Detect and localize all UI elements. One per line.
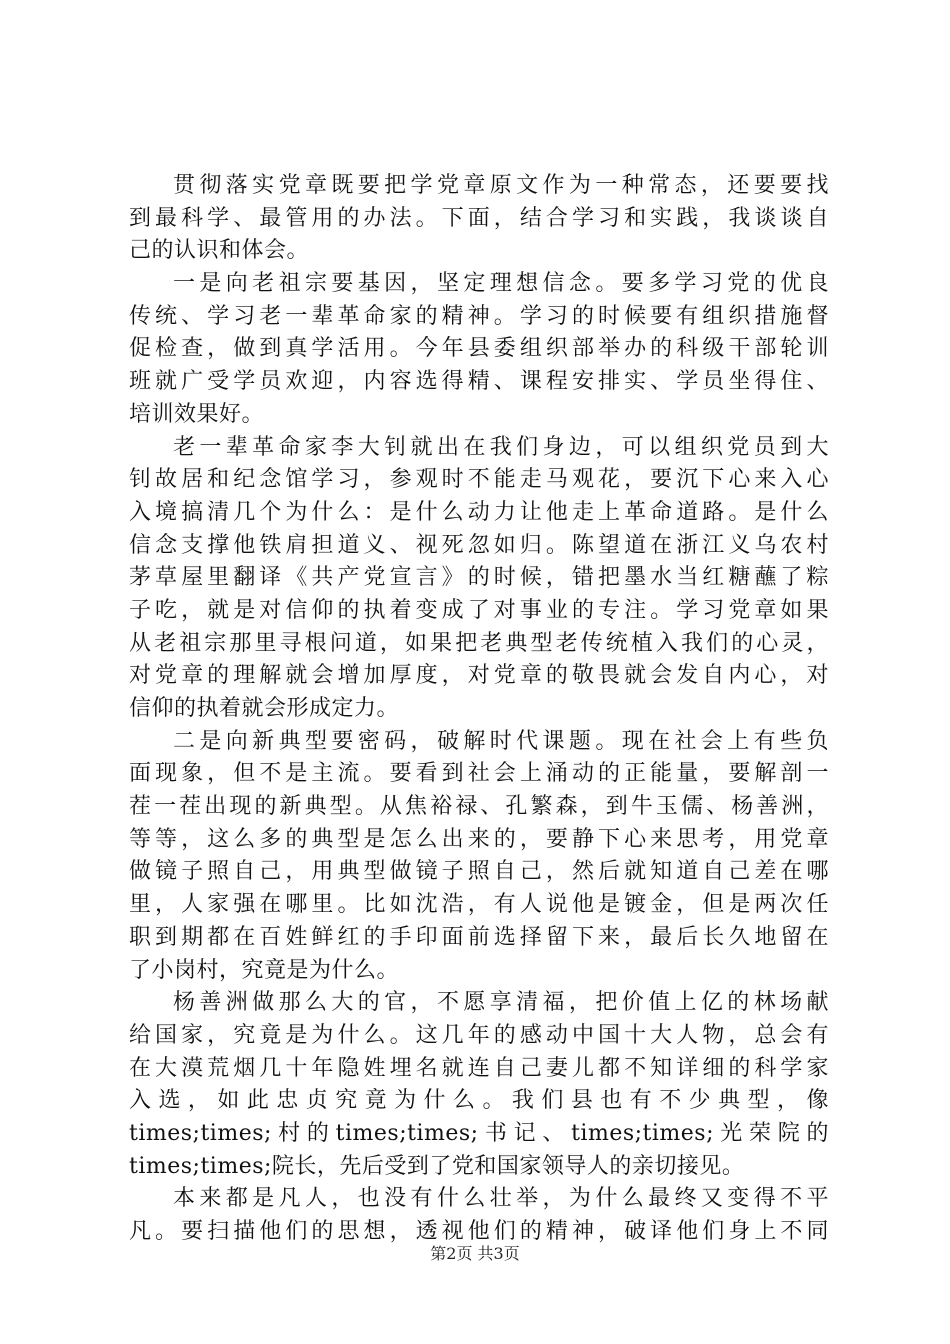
text-line: 一是向老祖宗要基因，坚定理想信念。要多学习党的优良 [173, 271, 829, 297]
text-line: 到最科学、最管用的办法。下面，结合学习和实践，我谈谈自 [129, 205, 829, 231]
text-line: 培训效果好。 [129, 401, 265, 427]
text-line: 本来都是凡人，也没有什么壮举，为什么最终又变得不平 [173, 1186, 829, 1212]
text-line: 职到期都在百姓鲜红的手印面前选择留下来，最后长久地留在 [129, 924, 829, 950]
text-line: 己的认识和体会。 [129, 238, 310, 264]
text-line: 做镜子照自己，用典型做镜子照自己，然后就知道自己差在哪 [129, 859, 829, 885]
text-line: 传统、学习老一辈革命家的精神。学习的时候要有组织措施督 [129, 303, 829, 329]
text-line: 面现象，但不是主流。要看到社会上涌动的正能量，要解剖一 [129, 761, 829, 787]
text-line: 二是向新典型要密码，破解时代课题。现在社会上有些负 [173, 728, 829, 754]
text-line: 了小岗村，究竟是为什么。 [129, 957, 400, 983]
text-line: 从老祖宗那里寻根问道，如果把老典型老传统植入我们的心灵， [129, 630, 829, 656]
text-line: 茬一茬出现的新典型。从焦裕禄、孔繁森，到牛玉儒、杨善洲， [129, 794, 829, 820]
text-line: 入境搞清几个为什么：是什么动力让他走上革命道路。是什么 [129, 499, 829, 525]
text-line: 促检查，做到真学活用。今年县委组织部举办的科级干部轮训 [129, 336, 829, 362]
text-line: 贯彻落实党章既要把学党章原文作为一种常态，还要要找 [173, 173, 829, 198]
text-line: 杨善洲做那么大的官，不愿享清福，把价值上亿的林场献 [173, 990, 829, 1016]
text-line: times;times;院长，先后受到了党和国家领导人的亲切接见。 [129, 1153, 745, 1179]
page-number-footer: 第2页 共3页 [430, 1244, 520, 1263]
text-line: 信念支撑他铁肩担道义、视死忽如归。陈望道在浙江义乌农村 [129, 532, 829, 558]
text-line: 凡。要扫描他们的思想，透视他们的精神，破译他们身上不同 [129, 1219, 829, 1244]
text-line: 在大漠荒烟几十年隐姓埋名就连自己妻儿都不知详细的科学家 [129, 1055, 829, 1081]
text-line: 等等，这么多的典型是怎么出来的，要静下心来思考，用党章 [129, 826, 829, 852]
text-line: 里，人家强在哪里。比如沈浩，有人说他是镀金，但是两次任 [129, 892, 829, 918]
text-line: 钊故居和纪念馆学习，参观时不能走马观花，要沉下心来入心 [129, 467, 829, 493]
text-line: 老一辈革命家李大钊就出在我们身边，可以组织党员到大 [173, 434, 829, 460]
text-line: 子吃，就是对信仰的执着变成了对事业的专注。学习党章如果 [129, 597, 829, 623]
text-line: 茅草屋里翻译《共产党宣言》的时候，错把墨水当红糖蘸了粽 [129, 565, 829, 591]
text-line: 对党章的理解就会增加厚度，对党章的敬畏就会发自内心，对 [129, 663, 829, 689]
text-line: 给国家，究竟是为什么。这几年的感动中国十大人物，总会有 [129, 1022, 829, 1048]
text-line: times;times;村的times;times;书记、times;times;光荣院的 [129, 1120, 829, 1146]
text-line: 信仰的执着就会形成定力。 [129, 696, 400, 721]
document-body [129, 170, 829, 1249]
text-line: 入选，如此忠贞究竟为什么。我们县也有不少典型，像 [129, 1088, 829, 1114]
text-line: 班就广受学员欢迎，内容选得精、课程安排实、学员坐得住、 [129, 369, 829, 395]
